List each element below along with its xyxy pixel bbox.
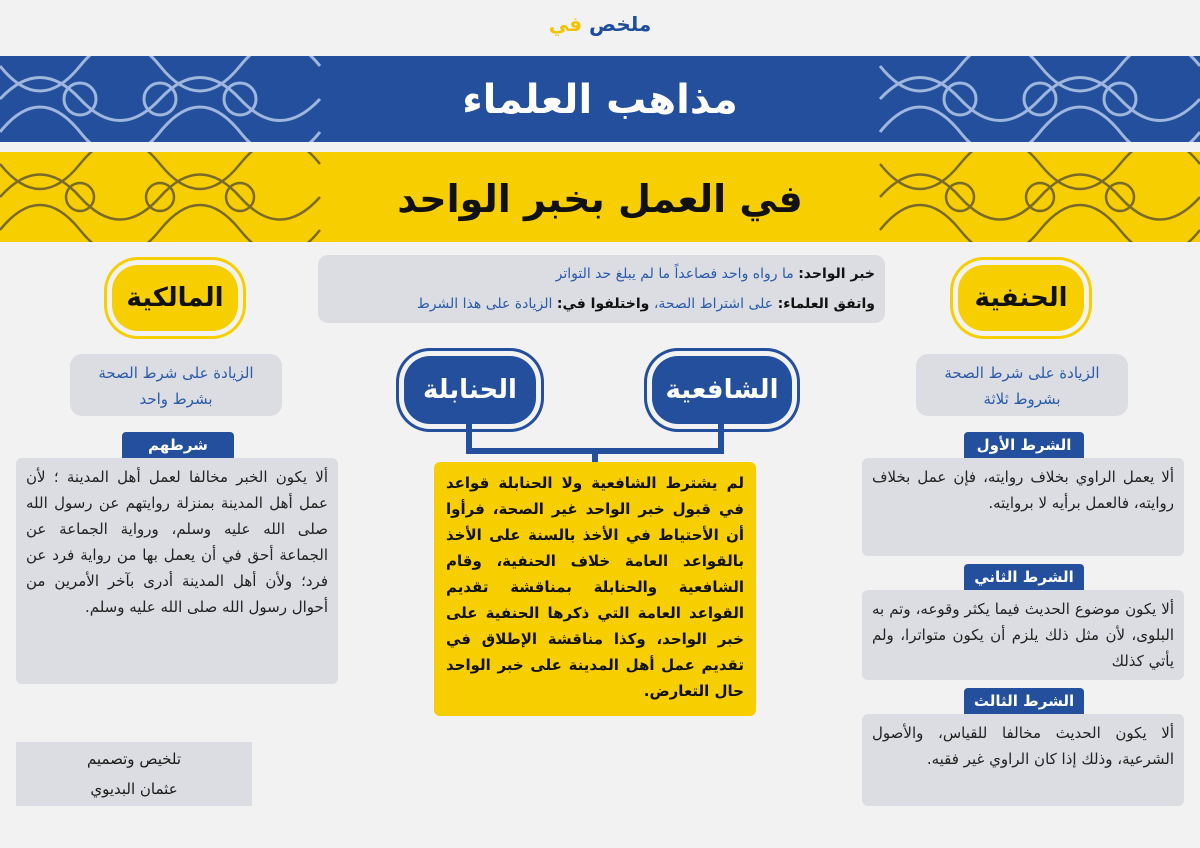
- hanafi-condition-3-label: الشرط الثالث: [964, 688, 1084, 714]
- disagreement-key: واختلفوا في:: [556, 296, 650, 312]
- hanafi-condition-2-text: ألا يكون موضوع الحديث فيما يكثر وقوعه، وتم به البلوى، لأن مثل ذلك يلزم أن يكون متواترا، ولم يأتي كذلك: [862, 590, 1184, 680]
- maliki-summary: الزيادة على شرط الصحة بشرط واحد: [70, 354, 282, 416]
- definition-value: ما رواه واحد فصاعداً ما لم يبلغ حد التواتر: [555, 266, 794, 282]
- hanbali-badge: الحنابلة: [404, 356, 536, 424]
- maliki-condition-label: شرطهم: [122, 432, 234, 458]
- credit-author: عثمان البديوي: [90, 780, 178, 798]
- hanafi-badge: الحنفية: [958, 265, 1084, 331]
- logo-accent: في: [548, 12, 583, 36]
- disagreement-value: الزيادة على هذا الشرط: [416, 296, 553, 312]
- right-ornament-pattern-yellow: [820, 152, 1200, 242]
- credit-line-1: تلخيص وتصميم: [86, 750, 182, 768]
- hanafi-condition-3-text: ألا يكون الحديث مخالفا للقياس، والأصول الشرعية، وذلك إذا كان الراوي غير فقيه.: [862, 714, 1184, 806]
- maliki-condition-text: ألا يكون الخبر مخالفا لعمل أهل المدينة ؛ لأن عمل أهل المدينة بمنزلة روايتهم عن رسول الله صلى الله عليه وسلم، ورواية الجماعة عن الجماعة أحق في أن يعمل بها من رواية فرد عن فرد؛ ولأن أهل المدينة أدرى بآخر الأمرين من أحوال رسول الله صلى الله عليه وسلم.: [16, 458, 338, 684]
- page-subtitle: في العمل بخبر الواحد: [340, 170, 860, 228]
- credit-box: [16, 742, 252, 806]
- agreement-value: على اشتراط الصحة،: [653, 296, 774, 312]
- title-banner: [0, 56, 1200, 142]
- right-ornament-pattern: [820, 56, 1200, 142]
- agreement-key: واتفق العلماء:: [777, 296, 875, 312]
- hanafi-summary: الزيادة على شرط الصحة بشروط ثلاثة: [916, 354, 1128, 416]
- hanafi-condition-2-label: الشرط الثاني: [964, 564, 1084, 590]
- subtitle-banner: [0, 152, 1200, 242]
- left-ornament-pattern: [0, 56, 380, 142]
- definition-key: خبر الواحد:: [798, 266, 875, 282]
- logo-main: ملخص: [589, 12, 652, 36]
- shafii-hanbali-text: لم يشترط الشافعية ولا الحنابلة قواعد في قبول خبر الواحد غير الصحة، فرأوا أن الأحتياط في الأخذ بالسنة على الأخذ بالقواعد العامة خلاف الحنفية، وقام الشافعية والحنابلة بمناقشة تقديم القواعد العامة التي ذكرها الحنفية على خبر الواحد، وكذا مناقشة الإطلاق في تقديم عمل أهل المدينة على خبر الواحد حال التعارض.: [434, 462, 756, 716]
- brand-logo: [0, 12, 1200, 36]
- definition-box: [318, 255, 885, 323]
- maliki-badge: المالكية: [112, 265, 238, 331]
- hanafi-condition-1-label: الشرط الأول: [964, 432, 1084, 458]
- page-title: مذاهب العلماء: [330, 72, 870, 128]
- hanafi-condition-1-text: ألا يعمل الراوي بخلاف روايته، فإن عمل بخلاف روايته، فالعمل برأيه لا بروايته.: [862, 458, 1184, 556]
- shafii-badge: الشافعية: [652, 356, 792, 424]
- left-ornament-pattern-yellow: [0, 152, 380, 242]
- connector-down: [592, 448, 598, 462]
- definition-line-1: [328, 259, 875, 289]
- definition-line-2: [328, 289, 875, 319]
